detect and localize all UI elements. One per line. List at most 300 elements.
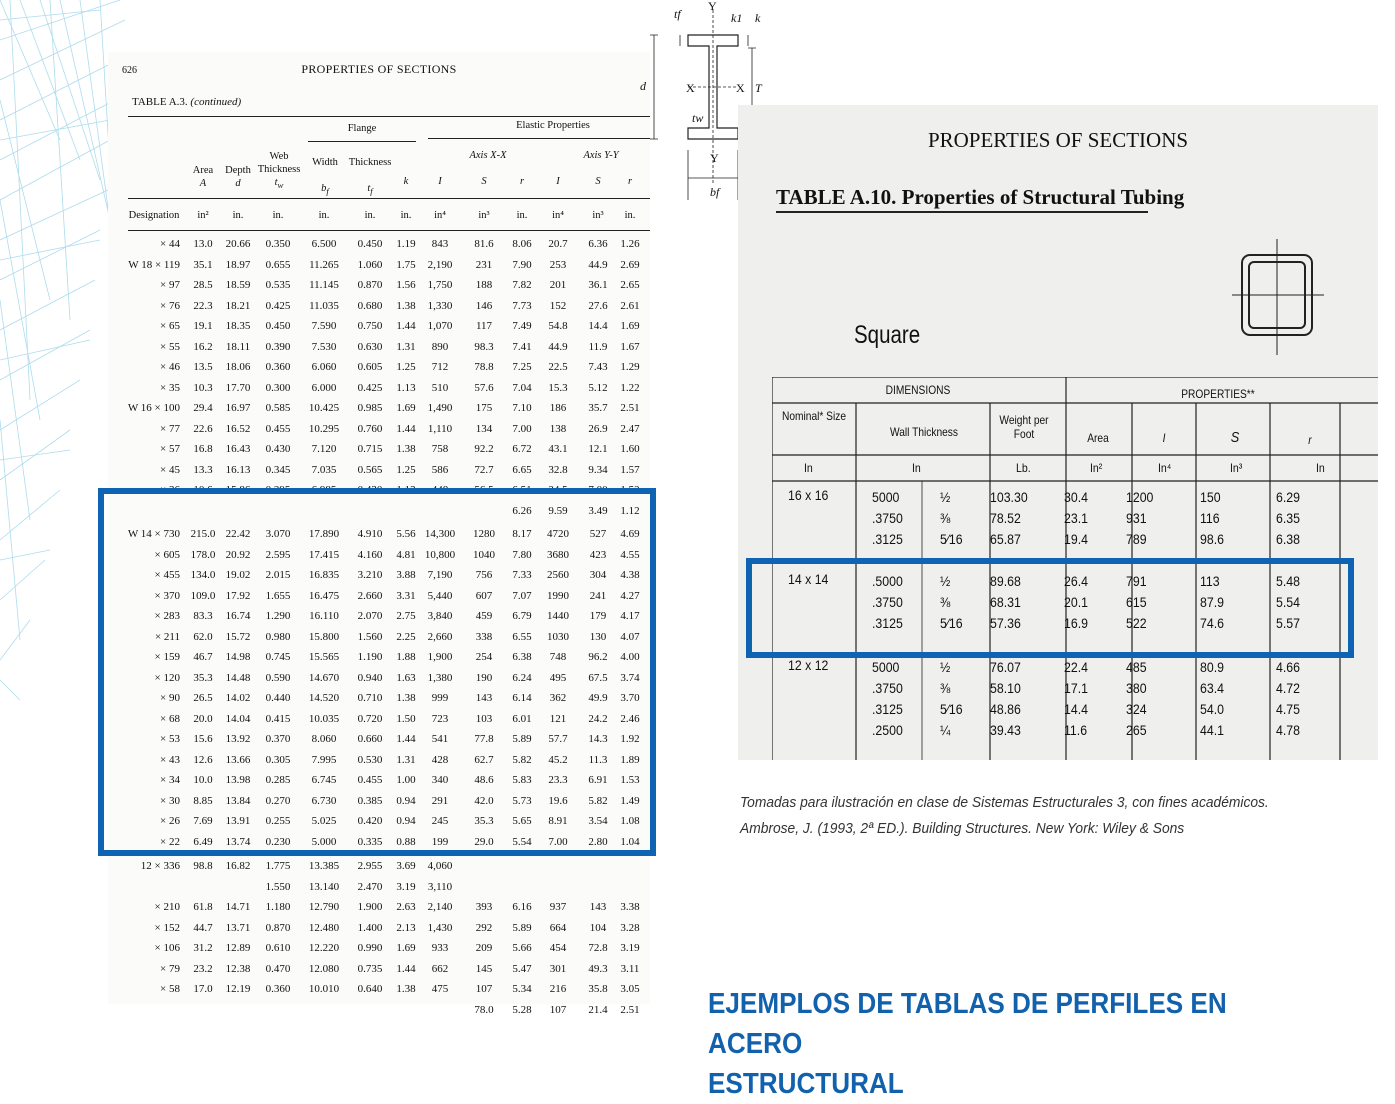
credit-line-1: Tomadas para ilustración en clase de Sistemas Estructurales 3, con fines académicos. (740, 794, 1269, 811)
table-cell: 5.66 (512, 942, 532, 954)
designation-cell: × 455 (154, 569, 180, 581)
group-header-dimensions: DIMENSIONS (885, 383, 951, 397)
table-cell: 1.63 (396, 671, 416, 684)
table-cell: 0.640 (357, 983, 383, 995)
tubing-cell: 14.4 (1064, 701, 1088, 717)
table-cell: 5.47 (512, 962, 532, 975)
tubing-cell: 324 (1126, 701, 1147, 717)
table-cell: 62.0 (193, 630, 213, 643)
table-cell: 301 (549, 962, 567, 975)
table-cell: 6.16 (512, 901, 532, 913)
table-cell: 83.3 (193, 610, 213, 622)
table-cell: 448 (431, 484, 449, 496)
table-cell: 1,430 (427, 921, 453, 934)
designation-cell: × 35 (160, 381, 180, 394)
table-cell: 3.210 (357, 569, 383, 581)
col-header-sy: S (595, 176, 601, 187)
table-cell: 6.01 (512, 712, 532, 725)
table-cell: 0.760 (357, 422, 383, 435)
table-cell: 1.49 (620, 794, 640, 807)
designation-cell: × 76 (160, 299, 180, 312)
table-cell: 9.34 (588, 463, 608, 476)
table-cell: 1.12 (620, 504, 640, 517)
table-cell: 3.19 (396, 880, 416, 893)
tubing-cell: 791 (1126, 573, 1147, 589)
tubing-cell: 789 (1126, 531, 1147, 547)
tubing-cell: .2500 (872, 722, 903, 738)
table-cell: 130 (589, 630, 607, 643)
table-cell: 1.52 (620, 484, 640, 496)
table-cell: 510 (431, 381, 449, 394)
table-cell: 1,070 (427, 320, 453, 332)
table-cell: 937 (549, 901, 567, 913)
tubing-cell: ¼ (940, 722, 951, 738)
table-top-rule (128, 116, 650, 117)
table-cell: 1.50 (396, 712, 416, 725)
table-cell: 16.82 (225, 860, 251, 872)
table-cell: 1.29 (620, 361, 640, 373)
tubing-cell: .3125 (872, 701, 903, 717)
table-cell: 1.190 (357, 651, 383, 663)
table-cell: 72.7 (474, 463, 494, 476)
tubing-cell: 58.10 (990, 680, 1021, 696)
group-header-elastic: Elastic Properties (516, 120, 590, 131)
table-cell: 1.22 (620, 381, 640, 394)
table-cell: 152 (549, 299, 567, 312)
tubing-cell: 78.52 (990, 510, 1021, 526)
designation-cell: × 43 (160, 753, 180, 766)
unit-label: in. (364, 210, 376, 221)
table-cell: 2,140 (427, 901, 453, 913)
table-cell: 0.750 (357, 320, 383, 332)
table-cell: 7.00 (548, 835, 568, 848)
table-cell: 20.66 (225, 238, 251, 250)
table-cell: 179 (589, 610, 607, 622)
table-cell: 16.97 (225, 402, 251, 414)
col-header-area-b: Area (1087, 431, 1109, 445)
table-cell: 146 (475, 299, 493, 312)
table-cell: 1.26 (620, 238, 640, 250)
unit-label-b: In (912, 461, 921, 475)
credit-line-2: Ambrose, J. (1993, 2ª ED.). Building Structures. New York: Wiley & Sons (740, 820, 1185, 837)
units-rule (128, 230, 650, 231)
table-cell: 1.67 (620, 340, 640, 353)
tubing-cell: 20.1 (1064, 594, 1088, 610)
table-cell: 662 (431, 962, 449, 975)
running-title: PROPERTIES OF SECTIONS (301, 62, 457, 76)
table-cell: 57.6 (474, 381, 494, 394)
table-cell: 7.120 (311, 443, 337, 455)
table-cell: 12.6 (193, 753, 213, 766)
table-cell: 18.35 (225, 320, 251, 332)
table-cell: 0.630 (357, 340, 383, 353)
tubing-cell: ⅜ (940, 594, 951, 610)
col-header-rx: r (519, 176, 525, 187)
table-cell: 35.3 (193, 671, 213, 684)
table-cell: 10.035 (308, 712, 340, 725)
table-cell: 5.34 (512, 983, 532, 995)
highlight-frame-w14 (98, 488, 656, 856)
table-cell: 12.38 (225, 962, 251, 975)
tubing-cell: 265 (1126, 722, 1147, 738)
table-cell: 103 (475, 712, 493, 725)
designation-cell: × 53 (160, 733, 180, 745)
tubing-cell: 4.75 (1276, 701, 1300, 717)
tubing-cell: 5.57 (1276, 615, 1300, 631)
table-cell: 0.94 (396, 815, 416, 827)
table-cell: 0.350 (265, 238, 291, 250)
col-header-wall-thickness: Wall Thickness (889, 425, 959, 439)
table-cell: 0.360 (265, 983, 291, 995)
table-cell: 2.070 (357, 610, 383, 622)
col-header-ix: I (438, 176, 442, 187)
table-cell: 21.4 (588, 1003, 608, 1016)
table-cell: 49.9 (588, 692, 608, 704)
tubing-cell: 5000 (872, 659, 900, 675)
col-header-i-b: I (1162, 431, 1166, 445)
table-cell: 0.530 (357, 753, 383, 766)
table-cell: 1,110 (427, 422, 453, 435)
table-cell: 13.71 (225, 921, 251, 934)
unit-label-b: Lb. (1016, 461, 1031, 475)
table-cell: 1.655 (265, 589, 291, 602)
table-cell: 1.38 (396, 983, 416, 995)
table-cell: 10.6 (193, 484, 213, 496)
unit-label: in⁴ (552, 210, 564, 221)
tubing-cell: 57.36 (990, 615, 1021, 631)
table-cell: 209 (475, 942, 493, 954)
table-cell: 3.31 (396, 589, 416, 602)
table-cell: 56.5 (474, 484, 494, 496)
table-cell: 7.10 (512, 402, 532, 414)
table-cell: 17.92 (225, 589, 251, 602)
table-cell: 6.500 (311, 238, 337, 250)
table-cell: 0.415 (265, 712, 291, 725)
table-cell: 3.88 (396, 569, 416, 581)
designation-cell: × 605 (154, 548, 180, 561)
table-cell: 16.74 (225, 610, 251, 622)
table-cell: 10.3 (193, 381, 213, 394)
unit-label-b: In³ (1230, 461, 1243, 475)
designation-cell: × 45 (160, 463, 180, 476)
table-cell: 32.8 (548, 463, 568, 476)
designation-cell: 12 × 336 (140, 860, 180, 872)
tubing-cell: 6.29 (1276, 489, 1300, 505)
unit-label-b: In (804, 461, 813, 475)
table-cell: 28.5 (193, 279, 213, 291)
table-cell: 1.19 (396, 238, 416, 250)
table-cell: 98.8 (193, 860, 213, 872)
table-cell: 1030 (547, 630, 569, 643)
table-cell: 49.3 (588, 962, 608, 975)
table-cell: 1.44 (396, 733, 416, 745)
table-cell: 2.69 (620, 258, 640, 271)
table-cell: 1.31 (396, 753, 416, 766)
table-cell: 31.2 (193, 942, 213, 954)
table-cell: 0.870 (265, 921, 291, 934)
table-cell: 8.85 (193, 794, 213, 807)
table-cell: 0.370 (265, 733, 291, 745)
table-cell: 3.69 (396, 860, 416, 872)
table-cell: 2.955 (357, 860, 383, 872)
table-cell: 121 (549, 712, 567, 725)
table-cell: 72.8 (588, 942, 608, 954)
table-cell: 1.060 (357, 258, 383, 271)
table-cell: 12.220 (308, 942, 340, 954)
table-cell: 3.38 (620, 901, 640, 913)
tubing-cell: 44.1 (1200, 722, 1224, 738)
table-cell: 6.72 (512, 443, 532, 455)
table-cell: 0.470 (265, 962, 291, 975)
table-cell: 1.44 (396, 320, 416, 332)
tubing-cell: 54.0 (1200, 701, 1224, 717)
table-cell: 22.42 (225, 528, 251, 540)
tubing-cell: 522 (1126, 615, 1147, 631)
source-credit (740, 790, 1269, 842)
table-cell: 16.8 (193, 443, 213, 455)
table-cell: 0.455 (357, 774, 383, 786)
designation-cell: × 152 (154, 921, 180, 934)
table-cell: 1.04 (620, 835, 640, 848)
table-cell: 0.425 (357, 381, 383, 394)
table-cell: 26.5 (193, 692, 213, 704)
table-cell: 0.565 (357, 463, 383, 476)
table-cell: 17.70 (225, 381, 251, 394)
table-cell: 14.4 (588, 320, 608, 332)
table-cell: 0.425 (265, 299, 291, 312)
table-cell: 6.55 (512, 630, 532, 643)
tubing-cell: 98.6 (1200, 531, 1224, 547)
table-cell: 0.295 (265, 484, 291, 496)
table-cell: 13.3 (193, 463, 213, 476)
col-header-s-b: S (1230, 429, 1240, 446)
table-cell: 0.680 (357, 299, 383, 312)
table-cell: 19.1 (193, 320, 213, 332)
unit-label: in. (232, 210, 244, 221)
table-cell: 3680 (547, 548, 569, 561)
col-header-ry: r (627, 176, 633, 187)
table-cell: 2.61 (620, 299, 640, 312)
table-cell: 0.610 (265, 942, 291, 954)
table-cell: 1040 (473, 548, 495, 561)
table-cell: 13.5 (193, 361, 213, 373)
table-cell: 15.72 (225, 630, 251, 643)
table-cell: 304 (589, 569, 607, 581)
table-cell: 4.38 (620, 569, 640, 581)
tubing-cell: 65.87 (990, 531, 1021, 547)
table-cell: 17.0 (193, 983, 213, 995)
table-cell: 933 (431, 942, 449, 954)
table-cell: 7.995 (311, 753, 337, 766)
table-cell: 10.010 (308, 983, 340, 995)
table-cell: 843 (431, 238, 449, 250)
col-header-r-b: r (1308, 433, 1312, 447)
table-cell: 14.48 (225, 671, 251, 684)
table-cell: 758 (431, 443, 449, 455)
table-cell: 44.7 (193, 921, 213, 934)
designation-cell: × 97 (160, 279, 180, 291)
table-cell: 35.7 (588, 402, 608, 414)
table-cell: 24.2 (588, 712, 608, 725)
heading-line-2: ESTRUCTURAL (708, 1068, 904, 1100)
table-cell: 15.6 (193, 733, 213, 745)
table-cell: 11.265 (309, 258, 339, 271)
table-cell: 4.17 (620, 610, 640, 622)
header-rule (128, 198, 650, 199)
table-cell: 3,110 (427, 880, 453, 893)
table-cell: 10,800 (424, 548, 456, 561)
beam-label-d: d (640, 79, 646, 93)
unit-label: in. (400, 210, 412, 221)
table-cell: 3.74 (620, 671, 640, 684)
tubing-cell: 76.07 (990, 659, 1021, 675)
table-cell: 4.910 (357, 528, 383, 540)
table-note: (continued) (190, 96, 242, 108)
table-cell: 1.08 (620, 815, 640, 827)
table-cell: 0.655 (265, 258, 291, 271)
table-cell: 0.300 (265, 381, 291, 394)
table-cell: 0.385 (357, 794, 383, 807)
table-cell: 0.285 (265, 774, 291, 786)
table-cell: 3.70 (620, 692, 640, 704)
table-cell: 2.25 (396, 630, 416, 643)
table-cell: 12.19 (225, 983, 251, 995)
nominal-size-cell: 12 x 12 (788, 657, 829, 673)
table-cell: 5.000 (311, 835, 337, 848)
tubing-cell: 380 (1126, 680, 1147, 696)
table-cell: 0.88 (396, 835, 416, 848)
table-cell: 0.440 (265, 692, 291, 704)
table-cell: 1.44 (396, 422, 416, 435)
table-cell: 12.080 (308, 962, 340, 975)
table-cell: 5.89 (512, 921, 532, 934)
table-cell: 18.21 (225, 299, 251, 312)
table-cell: 14.520 (308, 692, 340, 704)
table-cell: 16.52 (225, 422, 251, 435)
tubing-cell: .3750 (872, 680, 903, 696)
table-cell: 1.69 (396, 402, 416, 414)
table-cell: 14,300 (424, 528, 456, 540)
shape-label-square: Square (854, 321, 921, 349)
beam-label-y-bottom: Y (710, 151, 719, 165)
table-cell: 1.180 (265, 901, 291, 913)
elastic-rule (428, 138, 650, 139)
table-cell: 0.94 (396, 794, 416, 807)
col-header-thickness: Thickness $t_f$ (348, 157, 392, 197)
table-cell: 0.605 (357, 361, 383, 373)
beam-label-x-right: X (736, 81, 745, 95)
table-cell: 6.24 (512, 671, 532, 684)
col-header-iy: I (556, 176, 560, 187)
designation-cell: W 14 × 730 (127, 528, 180, 540)
tubing-cell: 16.9 (1064, 615, 1088, 631)
table-cell: 8.06 (512, 238, 532, 250)
designation-cell: × 79 (160, 962, 180, 975)
table-cell: 292 (475, 921, 493, 934)
table-cell: 0.980 (265, 630, 291, 643)
group-header-properties: PROPERTIES** (1181, 387, 1255, 401)
table-cell: 1,490 (427, 402, 453, 414)
table-cell: 0.390 (265, 340, 291, 353)
table-cell: 16.13 (225, 463, 251, 476)
table-cell: 1.00 (396, 774, 416, 786)
table-cell: 16.43 (225, 443, 251, 455)
table-cell: 175 (475, 402, 493, 414)
table-cell: 22.5 (548, 361, 568, 373)
table-cell: 7.73 (512, 299, 532, 312)
tubing-cell: 113 (1200, 573, 1220, 589)
tubing-cell: 6.35 (1276, 510, 1300, 526)
table-cell: 0.735 (357, 962, 383, 975)
table-cell: 10.0 (193, 774, 213, 786)
table-cell: 4.55 (620, 548, 640, 561)
table-cell: 7.69 (193, 815, 213, 827)
table-cell: 2.13 (396, 921, 416, 934)
table-cell: 78.8 (474, 361, 494, 373)
tubing-cell: 48.86 (990, 701, 1021, 717)
square-tube-icon (1230, 235, 1326, 360)
designation-cell: × 65 (160, 320, 180, 332)
table-cell: 0.870 (357, 279, 383, 291)
table-cell: 46.7 (193, 651, 213, 663)
table-cell: 1440 (547, 610, 569, 622)
tubing-cell: 80.9 (1200, 659, 1224, 675)
table-cell: 6.000 (311, 381, 337, 394)
table-cell: 2.470 (357, 880, 383, 893)
designation-cell: × 57 (160, 443, 180, 455)
table-cell: 495 (549, 671, 567, 684)
tubing-cell: .3750 (872, 510, 903, 526)
col-header-weight: Weight per Foot (999, 413, 1049, 441)
table-cell: 1.53 (620, 774, 640, 786)
table-cell: 15.565 (308, 651, 340, 663)
beam-label-bf: bf (710, 185, 720, 199)
beam-label-k: k (755, 11, 761, 25)
tubing-cell: ½ (940, 659, 951, 675)
table-cell: 16.475 (308, 589, 340, 602)
table-cell: 0.745 (265, 651, 291, 663)
group-header-flange: Flange (347, 123, 377, 134)
table-cell: 1.56 (396, 279, 416, 291)
table-cell: 6.79 (512, 610, 532, 622)
table-cell: 20.7 (548, 238, 568, 250)
table-cell: 24.5 (548, 484, 568, 496)
beam-label-t: T (755, 81, 762, 95)
table-cell: 22.6 (193, 422, 213, 435)
table-cell: 5.82 (588, 794, 608, 807)
tubing-cell: 615 (1126, 594, 1147, 610)
table-cell: 16.110 (309, 610, 339, 622)
designation-cell: × 210 (154, 901, 180, 913)
table-cell: 5.025 (311, 815, 337, 827)
table-cell: 1.89 (620, 753, 640, 766)
table-cell: 1,900 (427, 651, 453, 663)
table-cell: 241 (589, 589, 607, 602)
table-cell: 254 (475, 651, 493, 663)
col-header-width: Width $b_f$ (312, 157, 338, 197)
table-cell: 14.02 (225, 692, 251, 704)
table-cell: 117 (475, 320, 493, 332)
table-cell: 2.63 (396, 901, 416, 913)
table-cell: 1.88 (396, 651, 416, 663)
tubing-cell: 4.72 (1276, 680, 1300, 696)
unit-label: in. (624, 210, 636, 221)
table-cell: 6.745 (311, 774, 337, 786)
table-cell: 5.65 (512, 815, 532, 827)
table-cell: 0.720 (357, 712, 383, 725)
tubing-cell: 39.43 (990, 722, 1021, 738)
table-cell: 0.430 (265, 443, 291, 455)
